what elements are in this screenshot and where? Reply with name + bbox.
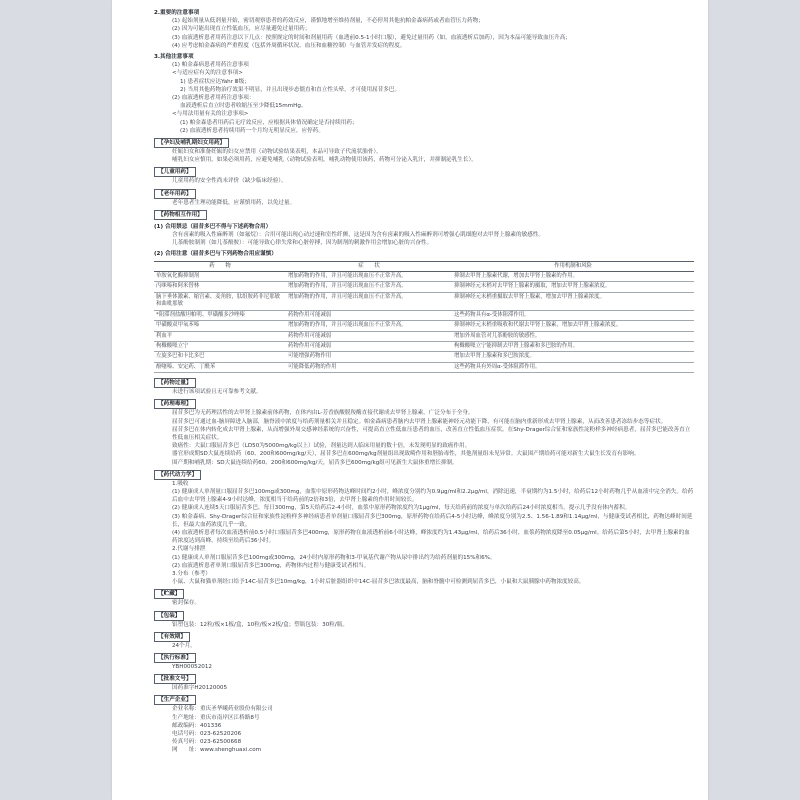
paragraph: 24个月。: [172, 642, 196, 649]
table-cell: 增加外周血管对儿茶酚胺的敏感性。: [452, 331, 694, 341]
table-cell: 这些药物具有外周α-受体阻滞作用。: [452, 362, 694, 372]
section-standard: [154, 650, 694, 671]
section-heading: 【生产企业】: [154, 695, 196, 705]
table-cell: 抑制神经元末梢重摄取去甲肾上腺素，增加去甲肾上腺素浓度。: [452, 292, 694, 310]
table-row: [154, 310, 694, 320]
precaution-item: (3) 血液透析患者用药注意以下几点：按照规定的时间和剂量用药（血透前0.5-1小时口服），避免过量用药（如，血液透析后加药），因为本品可能导致血压升高；: [172, 34, 571, 41]
paragraph: 铝塑包装：12粒/板×1板/盒，10粒/板×2板/盒；塑瓶包装：30粒/瓶。: [172, 621, 348, 628]
table-cell: 增加去甲肾上腺素和多巴胺浓度。: [452, 352, 694, 362]
manufacturer-line: 电话号码：023-62520206: [172, 731, 242, 738]
table-row: [154, 292, 694, 310]
paragraph: (1) 健康成人单剂口服屈昔多巴100mg或300mg，24小时内原形药物和3-甲氧基代谢产物从尿中排出约为给药剂量的15%和6%。: [172, 554, 496, 561]
list-item: (1) 帕金森病患者用药注意事项: [172, 62, 249, 69]
precaution-item: (2) 因为可能出现直立性低血压，应尽量避免过量用药；: [172, 26, 311, 33]
section-heading: 【孕妇及哺乳期妇女用药】: [154, 138, 229, 148]
paragraph: 密封保存。: [172, 600, 200, 607]
table-cell: 药物作用可能减弱: [286, 341, 452, 351]
precaution-list: [154, 17, 694, 50]
section-heading: 【药物相互作用】: [154, 210, 207, 220]
section-heading: 【老年用药】: [154, 189, 196, 199]
list-item: 2) 当用其他药物治疗效果不明显，并且出现步态僵直和直立性头晕，才可使用屈昔多巴。: [180, 86, 401, 93]
table-cell: 单胺氧化酶抑制剂: [154, 272, 286, 282]
paragraph: 儿茶酚胺制剂（如儿茶酚胺）：可能导致心律失常和心脏停搏，因为制剂的刺激作用会增加心脏的兴奋性。: [172, 240, 433, 247]
list-item: 血液透析后直立时患者收缩压至少降低15mmHg。: [180, 103, 307, 110]
section-validity: [154, 629, 694, 650]
section-overdose: [154, 375, 694, 396]
table-cell: 药物作用可能减弱: [286, 310, 452, 320]
section-heading: 【药理毒理】: [154, 399, 196, 409]
section-heading: 【执行标准】: [154, 653, 196, 663]
list-item: (2) 血液透析患者持续用药一个月均无明显反应，应停药。: [180, 127, 324, 134]
section-heading: 【儿童用药】: [154, 167, 196, 177]
table-cell: 抑制神经元末梢重吸收和代谢去甲肾上腺素，增加去甲肾上腺素浓度。: [452, 321, 694, 331]
paragraph: 器官形成期SD大鼠连续给药（60、200和600mg/kg/天），屈昔多巴在600mg/kg剂量组出现致畸作用和胚胎毒性，其他剂量组未见异常。大鼠围产期给药可能对新生大鼠生长发育有影响。: [172, 451, 640, 458]
table-cell: 枸橼酸哌立宁: [154, 341, 286, 351]
section-pharmacology: [154, 396, 694, 466]
table-cell: 丙咪嗪和阿米替林: [154, 282, 286, 292]
section-package: [154, 608, 694, 629]
table-cell: 增加药物的作用，并且可能出现血压不正常升高。: [286, 282, 452, 292]
paragraph: 国药准字H20120005: [172, 685, 228, 692]
table-row: [154, 282, 694, 292]
table-row: [154, 321, 694, 331]
section-heading: 【有效期】: [154, 632, 190, 642]
paragraph: (2) 血液透析患者单剂口服屈昔多巴300mg，药物体内过程与健康受试者相当。: [172, 562, 370, 569]
paragraph: 屈昔多巴为无药理活性的去甲肾上腺素前体药物，在体内由L-芳香族酸脱羧酶直接代谢成去甲肾上腺素，广泛分布于全身。: [172, 410, 474, 417]
section-pregnancy: [154, 135, 694, 164]
subsection-title: (2) 合用注意（屈昔多巴与下列药物合用应谨慎）: [154, 251, 277, 258]
column-header: 药 物: [154, 261, 286, 271]
column-header: 症 状: [286, 261, 452, 271]
interaction-table: [154, 261, 694, 373]
section-storage: [154, 586, 694, 607]
table-row: [154, 272, 694, 282]
paragraph: YBH00052012: [172, 664, 212, 671]
manufacturer-line: 生产地址：重庆市南岸区江桥路8号: [172, 714, 260, 721]
paragraph: 妊娠妇女和准备妊娠的妇女应禁用（动物试验结果表明，本品可导致子代流状胎骨）。: [172, 149, 382, 156]
table-cell: 甲磺酸双甲氧苯嗪: [154, 321, 286, 331]
table-cell: 增加药物的作用，并且可能出现血压不正常升高。: [286, 292, 452, 310]
table-cell: 脑下垂体激素、缩宫素、麦角胺，肽组胺药非尼那敏和曲吡那敏: [154, 292, 286, 310]
table-cell: 增加药物的作用，并且可能出现血压不正常升高。: [286, 321, 452, 331]
paragraph: 3.分布（参考）: [172, 571, 211, 577]
section-heading: 【包装】: [154, 611, 184, 621]
column-header: 作用机制和风险: [452, 261, 694, 271]
paragraph: 2.代谢与排泄: [172, 546, 206, 553]
paragraph: 小鼠、大鼠和猫单剂经口给予14C-屈昔多巴10mg/kg，1小时后脏器组织中14C-屈昔多巴浓度最高，脑和脊髓中可检测到屈昔多巴，小鼠和大鼠胰腺中药物浓度较高。: [172, 579, 585, 586]
paragraph: 屈昔多巴可通过血-脑屏障进入脑部，脑脊液中浓度与给药剂量相关并且稳定。帕金森病患者脑内去甲肾上腺素能神经元功能下降，有可能在脑内重新形成去甲肾上腺素，从而改善患者冻结步态等症状。: [172, 418, 667, 425]
table-cell: 药物作用可能减弱: [286, 331, 452, 341]
list-item: (1) 帕金森患者用药后无疗效反应，应根据具体情况确定是否持续用药；: [180, 119, 358, 126]
paragraph: 屈昔多巴在体内转化成去甲肾上腺素，从而增强外周交感神经系统的兴奋性，可提高直立性低血压患者的血压，改善直立性低血压症状。在Shy-Drager综合征和家族性淀粉样多神经病患者，屈昔多巴能改善直立性低血压相关症状。: [172, 426, 691, 441]
paragraph: (1) 健康成人单剂量口服屈昔多巴100mg或300mg，血浆中原形药物达峰时间约2小时，峰浓度分别约为0.9μg/ml和2.2μg/ml，消除迅速，半衰期约为1.5小时，给药后12小时药物几乎从血液中完全消失。给药后血中去甲肾上腺素4-9小时达峰，浓度相当于给药前的2倍和3倍，去甲肾上腺素的作用时间较长。: [172, 488, 694, 504]
section-pharmacokinetics: [154, 467, 694, 587]
table-cell: 抑制神经元末梢对去甲肾上腺素的摄取，增加去甲肾上腺素浓度。: [452, 282, 694, 292]
table-cell: 左旋多巴和卡比多巴: [154, 352, 286, 362]
paragraph: (3) 帕金森病、Shy-Drager综合征和家族性淀粉样多神经病患者单剂量口服屈昔多巴300mg，原形药物在给药后4-5小时达峰，峰浓度分别为2.5、1.56-1.89和1.14μg/ml，与健康受试者相比，药物达峰时间延长，但最大血药浓度几乎一致。: [172, 513, 693, 528]
precaution-item: (1) 起始剂量从低剂量开始，密切观察患者的药效反应，谨慎地增至维持剂量，不必停用其他抗帕金森病药或者血管压力药物；: [172, 18, 484, 25]
paragraph: 老年患者生理功能降低，应谨慎用药，以免过量。: [172, 199, 296, 206]
section-other-precautions: [154, 53, 694, 135]
table-row: [154, 352, 694, 362]
section-interactions: [154, 207, 694, 373]
table-cell: 可能降低药物的作用: [286, 362, 452, 372]
section-title: 3.其他注意事项: [154, 54, 194, 61]
paragraph: 哺乳妇女应慎用，如果必须用药，应避免哺乳（动物试验表明，哺乳动物使用该药，药物可分泌入乳汁，并抑制泌乳生长）。: [172, 157, 477, 164]
table-cell: 可能增强药物作用: [286, 352, 452, 362]
manufacturer-line: 网 址：www.shenghuaxi.com: [172, 747, 262, 754]
manufacturer-line: 传真号码：023-62500668: [172, 739, 242, 746]
table-cell: 利血平: [154, 331, 286, 341]
table-header-row: [154, 261, 694, 271]
section-heading: 【药代动力学】: [154, 470, 201, 480]
other-precaution-list: [154, 61, 694, 135]
paragraph: 未进行该项试验且无可靠参考文献。: [172, 389, 262, 396]
paragraph: (4) 血液透析患者每次血液透析前0.5小时口服屈昔多巴400mg，原形药物在血液透析前6小时达峰，峰浓度约为1.43μg/ml，给药后36小时，血浆药物浓度降至0.05μg/ml。给药后第5小时，去甲肾上腺素的血药浓度达到高峰，持续至给药后36小时。: [172, 529, 690, 545]
paragraph: 含有卤素的吸入性麻醉剂（如氟烷）：合用可能出现心动过速和室性纤颤，这是因为含有卤素的吸入性麻醉剂可增强心肌细胞对去甲肾上腺素的敏感性。: [172, 232, 544, 239]
manufacturer-line: 企业名称：重庆圣华曦药业股份有限公司: [172, 706, 273, 713]
section-heading: 【批准文号】: [154, 674, 196, 684]
list-item: <与用法用量有关的注意事项>: [172, 111, 249, 118]
paragraph: (2) 健康成人连续5天口服屈昔多巴，每日300mg，第5天给药后2-4小时，血浆中原形药物浓度约为1μg/ml，每天给药前的浓度与单次给药后24小时浓度相当，提示几乎没有体内蓄积。: [172, 505, 631, 512]
table-cell: 抑制去甲肾上腺素代谢，增加去甲肾上腺素的作用。: [452, 272, 694, 282]
section-title: 2.重要的注意事项: [154, 10, 200, 16]
section-heading: 【药物过量】: [154, 378, 196, 388]
table-cell: 枸橼酸哌立宁能抑制去甲肾上腺素和多巴胺的作用。: [452, 341, 694, 351]
table-cell: *阻滞剂盐酸坦帕明、甲磺酸多沙唑嗪: [154, 310, 286, 320]
paragraph: 致癌性：大鼠口服屈昔多巴（LD50为5000mg/kg以上）试验，剂量达到人临床用量的数十倍，未发现明显的致癌作用。: [172, 443, 471, 450]
paragraph: 1.吸收: [172, 480, 189, 487]
table-cell: 这些药物具有α-受体阻滞作用。: [452, 310, 694, 320]
table-row: [154, 331, 694, 341]
table-row: [154, 341, 694, 351]
section-approval: [154, 671, 694, 692]
manufacturer-line: 邮政编码：401336: [172, 722, 222, 729]
section-manufacturer: [154, 692, 694, 754]
precaution-item: (4) 应考虑帕金森病的严重程度（包括外周循环状况、血压和血糖控制）与血管并发症的程度。: [172, 42, 406, 49]
list-item: (2) 血液透析患者用药注意事项：: [172, 95, 255, 102]
paragraph: 围产期和哺乳期：SD大鼠连续给药60、200和600mg/kg/天，屈昔多巴600mg/kg组可见新生大鼠体重增长抑制。: [172, 459, 458, 466]
section-heading: 【贮藏】: [154, 589, 184, 599]
section-elderly: [154, 186, 694, 207]
list-item: 1) 患者症状应达Yahr Ⅲ级；: [180, 78, 250, 85]
leaflet-page: [112, 0, 708, 800]
section-precautions: [154, 9, 694, 50]
list-item: <与适应症有关的注意事项>: [172, 70, 243, 77]
paragraph: 儿童用药的安全性尚未评价（缺少临床经验）。: [172, 178, 287, 185]
table-cell: 增加药物的作用，并且可能出现血压不正常升高。: [286, 272, 452, 282]
subsection-title: (1) 合用禁忌（屈昔多巴不得与下述药物合用）: [154, 223, 272, 230]
table-row: [154, 362, 694, 372]
table-cell: 酚噻嗪、安定药、丁酰苯: [154, 362, 286, 372]
section-children: [154, 164, 694, 185]
